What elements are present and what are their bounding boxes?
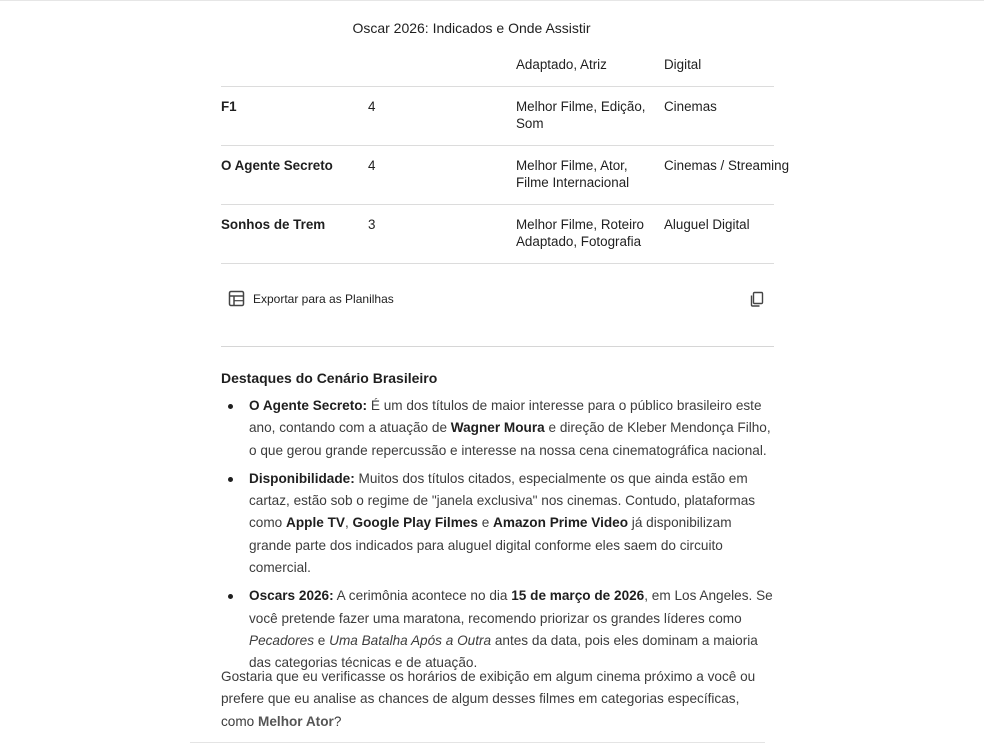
- bullet-lead: O Agente Secreto:: [249, 398, 368, 413]
- copy-icon: [748, 290, 766, 308]
- top-border: [0, 0, 984, 1]
- table-row: [221, 205, 774, 264]
- table-row: [221, 87, 774, 146]
- cell-where: Aluguel Digital: [664, 217, 750, 232]
- bullet-bold: Google Play Filmes: [352, 515, 478, 531]
- cell-categories: Melhor Filme, Roteiro Adaptado, Fotografia: [516, 217, 644, 249]
- cell-film: Sonhos de Trem: [221, 217, 326, 232]
- bullet-text: A cerimônia acontece no dia: [333, 588, 512, 604]
- cell-film: F1: [221, 99, 237, 114]
- bullet-italic: Uma Batalha Após a Outra: [329, 632, 492, 648]
- cell-where: Cinemas: [664, 99, 717, 114]
- cell-where: Digital: [664, 57, 702, 72]
- bullet-text: antes da data, pois eles dominam a maioria das categorias técnicas e de atuação.: [249, 632, 758, 671]
- list-item: [228, 395, 774, 462]
- bullet-bold: 15 de março de 2026: [511, 588, 645, 604]
- bottom-border: [190, 742, 765, 743]
- copy-table-button[interactable]: [748, 290, 766, 308]
- cell-categories: Melhor Filme, Ator, Filme Internacional: [516, 158, 630, 190]
- cell-noms: 4: [368, 158, 376, 173]
- bullet-lead: Disponibilidade:: [249, 470, 355, 486]
- cell-where: Cinemas / Streaming: [664, 158, 790, 173]
- export-to-sheets-button[interactable]: [228, 290, 394, 307]
- cell-categories: Adaptado, Atriz: [516, 57, 607, 72]
- cell-film: O Agente Secreto: [221, 158, 333, 173]
- closing-bold: Melhor Ator: [258, 713, 334, 729]
- cell-categories: Melhor Filme, Edição, Som: [516, 99, 646, 131]
- list-item: [228, 585, 774, 674]
- table-row: [221, 146, 790, 205]
- bullet-bold: Amazon Prime Video: [493, 515, 629, 531]
- bullet-text: Muitos dos títulos citados, especialmente os que ainda estão em cartaz, estão sob o regime de "janela exclusiva" nos cinemas. Contudo, plataformas como: [249, 470, 756, 531]
- bullet-text: , em Los Angeles. Se você pretende fazer uma maratona, recomendo priorizar os grandes líderes como: [249, 588, 773, 626]
- bullet-text: já disponibilizam grande parte dos indicados para aluguel digital conforme eles saem do circuito comercial.: [249, 515, 732, 576]
- bullet-lead: Oscars 2026:: [249, 588, 334, 604]
- bullet-text: e: [477, 515, 494, 531]
- closing-paragraph: [221, 666, 774, 733]
- table-row: [221, 55, 774, 87]
- export-label: Exportar para as Planilhas: [253, 291, 394, 306]
- cell-noms: 3: [368, 217, 376, 232]
- bullet-text: e: [314, 632, 330, 648]
- bullet-text: ,: [344, 515, 353, 531]
- bullet-bold: Wagner Moura: [450, 420, 545, 436]
- bullet-italic: Pecadores: [249, 632, 314, 648]
- bullet-text: É um dos títulos de maior interesse para o público brasileiro este ano, contando com a atuação de: [249, 398, 762, 436]
- section-divider: [221, 346, 774, 347]
- section-heading: Destaques do Cenário Brasileiro: [221, 370, 438, 386]
- nominees-table: [221, 55, 790, 264]
- closing-text: Gostaria que eu verificasse os horários de exibição em algum cinema próximo a você ou prefere que eu analise as chances de algum desses filmes em categorias específicas, como: [221, 669, 756, 729]
- table-icon: [228, 290, 245, 307]
- highlights-list: [228, 395, 774, 681]
- bullet-text: e direção de Kleber Mendonça Filho, o que gerou grande repercussão e interesse na nossa cena cinematográfica nacional.: [249, 420, 771, 458]
- cell-noms: 4: [368, 99, 376, 114]
- bullet-bold: Apple TV: [286, 515, 345, 531]
- page-title: Oscar 2026: Indicados e Onde Assistir: [352, 20, 591, 36]
- list-item: [228, 468, 774, 579]
- closing-text: ?: [333, 713, 342, 729]
